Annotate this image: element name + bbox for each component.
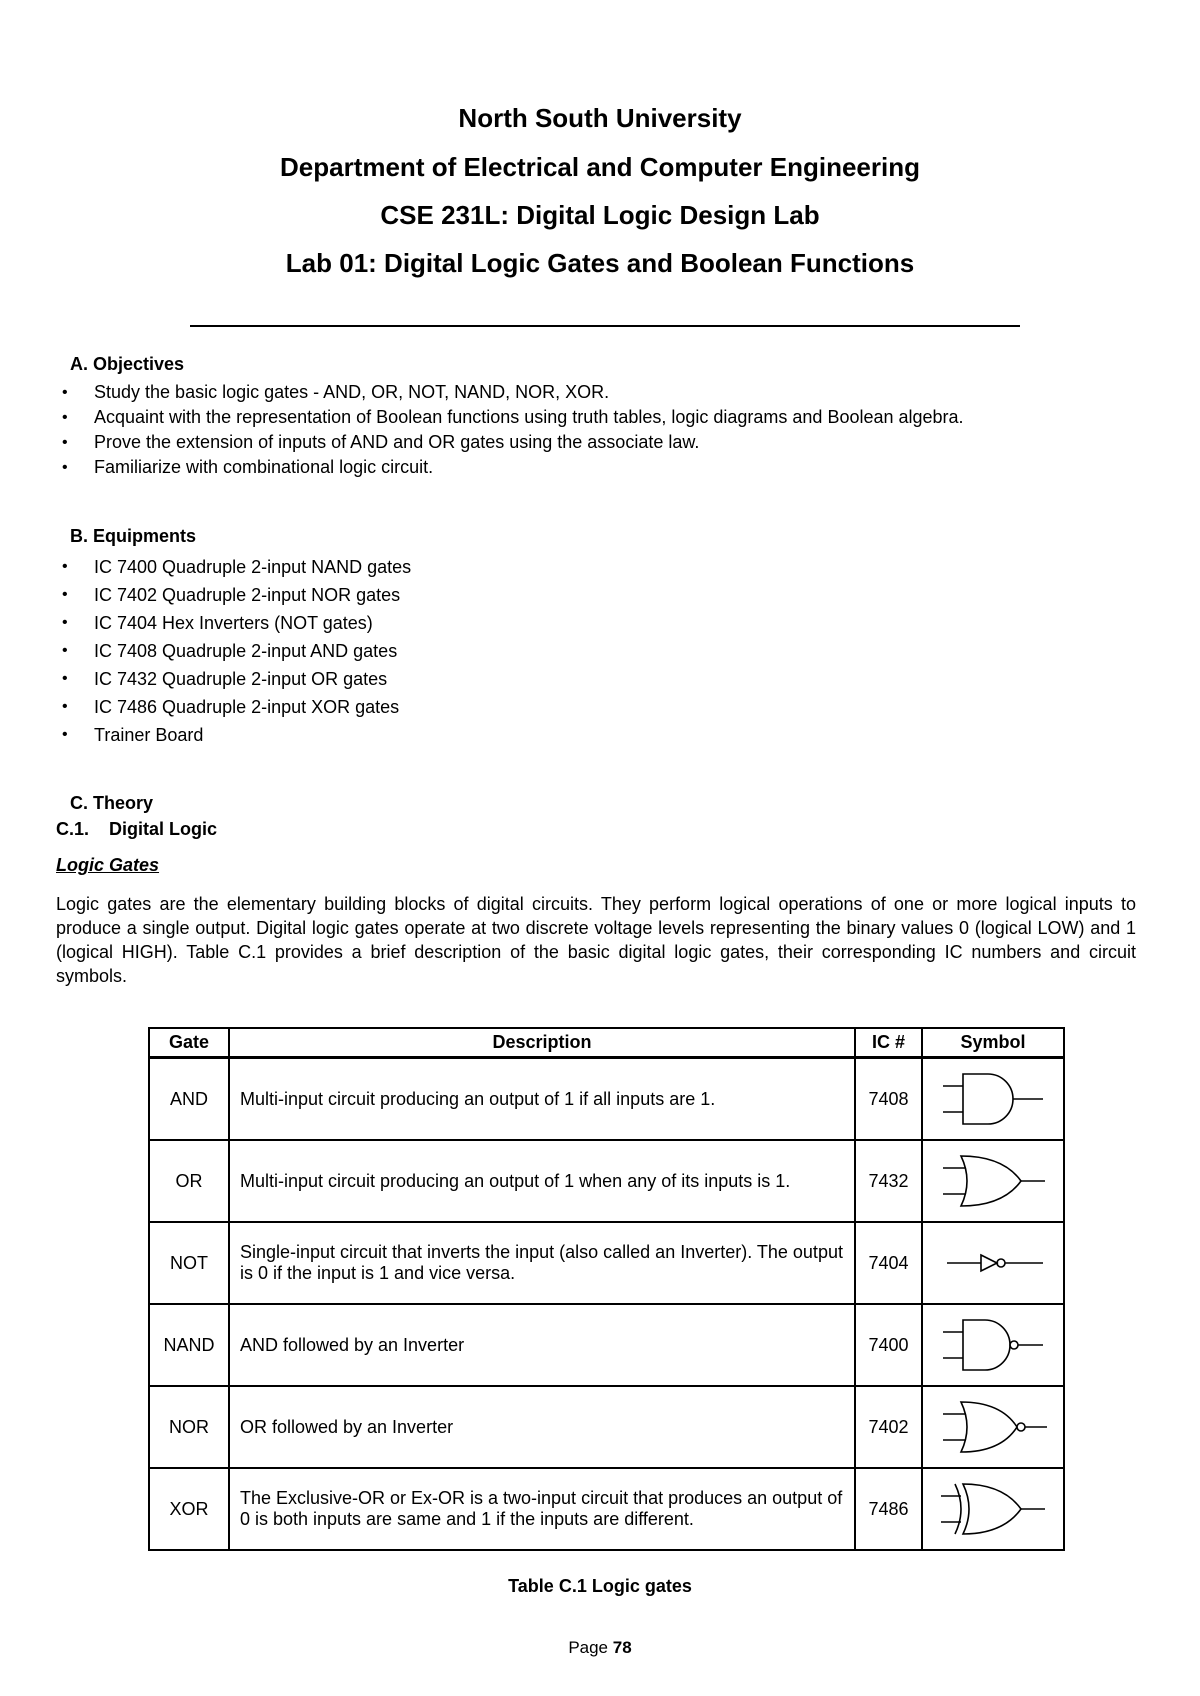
logic-gates-subheading: Logic Gates [56,855,160,875]
header-description: Description [229,1028,855,1058]
table-row [149,1468,1064,1550]
objectives-list [60,380,964,480]
gate-name: NOT [149,1222,229,1304]
and-gate-icon [922,1058,1064,1141]
table-row [149,1140,1064,1222]
gate-description: OR followed by an Inverter [229,1386,855,1468]
lab-title: Lab 01: Digital Logic Gates and Boolean Functions [285,248,915,278]
table-row [149,1386,1064,1468]
theory-heading: C. Theory [70,793,154,813]
list-item: • IC 7404 Hex Inverters (NOT gates) [60,609,411,637]
theory-paragraph: Logic gates are the elementary building blocks of digital circuits. They perform logical operations of one or more logical inputs to produce a single output. Digital logic gates operate at two discrete voltage levels representing the binary values 0 (logical LOW) and 1 (logical HIGH). Table C.1 provides a brief description of the basic digital logic gates, their corresponding IC numbers and circuit symbols. [56,894,1136,986]
gate-description: Multi-input circuit producing an output of 1 when any of its inputs is 1. [229,1140,855,1222]
gate-name: NAND [149,1304,229,1386]
gate-description: The Exclusive-OR or Ex-OR is a two-input circuit that produces an output of 0 is both inputs are same and 1 if the inputs are different. [229,1468,855,1550]
list-item: • IC 7408 Quadruple 2-input AND gates [60,637,411,665]
xor-gate-icon [922,1468,1064,1550]
objectives-heading: A. Objectives [70,354,185,374]
digital-logic-subsection: C.1. Digital Logic [56,819,218,839]
gate-name: NOR [149,1386,229,1468]
header-symbol: Symbol [922,1028,1064,1058]
gate-name: AND [149,1058,229,1141]
nor-gate-icon [922,1386,1064,1468]
gate-description: AND followed by an Inverter [229,1304,855,1386]
list-item: • Trainer Board [60,721,411,749]
equipments-heading: B. Equipments [70,526,197,546]
table-row [149,1222,1064,1304]
course-title: CSE 231L: Digital Logic Design Lab [380,200,820,230]
gate-description: Single-input circuit that inverts the input (also called an Inverter). The output is 0 if the input is 1 and vice versa. [229,1222,855,1304]
university-title: North South University [458,103,742,133]
page-number [0,1638,1200,1658]
gate-name: XOR [149,1468,229,1550]
gate-ic: 7400 [855,1304,922,1386]
list-item: • Study the basic logic gates - AND, OR, NOT, NAND, NOR, XOR. [60,380,964,405]
list-item: • IC 7402 Quadruple 2-input NOR gates [60,581,411,609]
or-gate-icon [922,1140,1064,1222]
page-label: Page [568,1638,609,1657]
table-row [149,1058,1064,1141]
gate-ic: 7486 [855,1468,922,1550]
list-item: • IC 7486 Quadruple 2-input XOR gates [60,693,411,721]
not-gate-icon [922,1222,1064,1304]
header-ic: IC # [855,1028,922,1058]
logic-gates-table [148,1027,1065,1551]
table-caption: Table C.1 Logic gates [508,1576,692,1596]
gate-description: Multi-input circuit producing an output of 1 if all inputs are 1. [229,1058,855,1141]
table-row [149,1304,1064,1386]
nand-gate-icon [922,1304,1064,1386]
list-item: • IC 7400 Quadruple 2-input NAND gates [60,553,411,581]
gate-ic: 7432 [855,1140,922,1222]
page-number-value: 78 [612,1638,632,1657]
list-item: • Acquaint with the representation of Boolean functions using truth tables, logic diagrams and Boolean algebra. [60,405,964,430]
list-item: • IC 7432 Quadruple 2-input OR gates [60,665,411,693]
gate-ic: 7408 [855,1058,922,1141]
gate-name: OR [149,1140,229,1222]
header-gate: Gate [149,1028,229,1058]
department-title: Department of Electrical and Computer Engineering [280,152,920,182]
table-header-row [149,1028,1064,1058]
gate-ic: 7404 [855,1222,922,1304]
list-item: • Familiarize with combinational logic circuit. [60,455,964,480]
equipments-list [60,553,411,749]
gate-ic: 7402 [855,1386,922,1468]
list-item: • Prove the extension of inputs of AND and OR gates using the associate law. [60,430,964,455]
title-divider [190,325,1020,327]
